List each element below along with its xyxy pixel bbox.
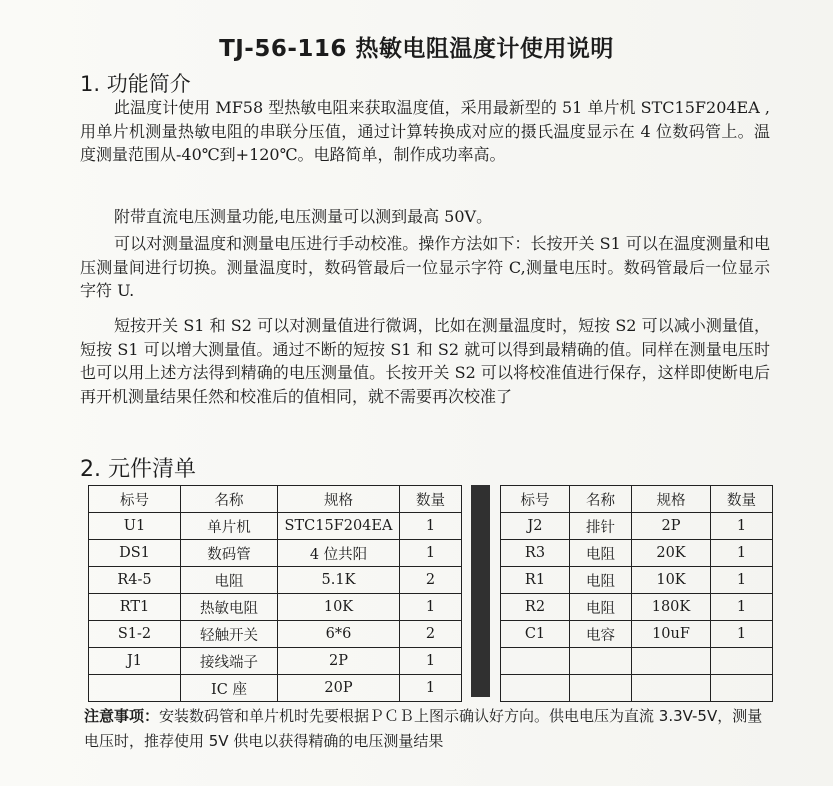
cell-name: 电阻 [181, 567, 278, 594]
cell-ref [89, 675, 181, 702]
cell-ref: S1-2 [89, 621, 181, 648]
cell-qty: 1 [400, 513, 462, 540]
cell-qty [711, 648, 773, 675]
table-row [89, 648, 462, 675]
cell-name: 电容 [570, 621, 632, 648]
cell-spec: 20K [632, 540, 711, 567]
calibration-paragraph: 可以对测量温度和测量电压进行手动校准。操作方法如下：长按开关 S1 可以在温度测量和电压测量间进行切换。测量温度时，数码管最后一位显示字符 C,测量电压时。数码管最后一位显示字符 U. [80, 234, 770, 301]
cell-ref: J2 [501, 513, 570, 540]
table-row [501, 594, 773, 621]
header-spec: 规格 [632, 486, 711, 513]
header-spec: 规格 [278, 486, 400, 513]
cell-ref: R4-5 [89, 567, 181, 594]
parts-table-left [88, 485, 462, 702]
cell-ref [501, 648, 570, 675]
table-header-row [501, 486, 773, 513]
cell-ref: R2 [501, 594, 570, 621]
cell-spec: STC15F204EA [278, 513, 400, 540]
cell-spec [632, 675, 711, 702]
header-qty: 数量 [400, 486, 462, 513]
cell-qty: 1 [711, 567, 773, 594]
cell-name: 电阻 [570, 594, 632, 621]
cell-name: 单片机 [181, 513, 278, 540]
cell-name: IC 座 [181, 675, 278, 702]
header-qty: 数量 [711, 486, 773, 513]
cell-name: 接线端子 [181, 648, 278, 675]
cell-name: 电阻 [570, 567, 632, 594]
cell-spec [632, 648, 711, 675]
table-row [501, 621, 773, 648]
table-row [89, 540, 462, 567]
cell-name: 数码管 [181, 540, 278, 567]
cell-qty: 1 [400, 648, 462, 675]
cell-qty: 1 [400, 675, 462, 702]
notes [84, 704, 764, 754]
cell-spec: 180K [632, 594, 711, 621]
cell-ref [501, 675, 570, 702]
adjust-paragraph: 短按开关 S1 和 S2 可以对测量值进行微调，比如在测量温度时，短按 S2 可以减小测量值，短按 S1 可以增大测量值。通过不断的短按 S1 和 S2 就可以得到最精确的值。同样在测量电压时也可以用上述方法得到精确的电压测量值。长按开关 S2 可以将校准值进行保存，这样即使断电后再开机测量结果任然和校准后的值相同，就不需要再次校准了 [80, 316, 770, 406]
cell-spec: 2P [278, 648, 400, 675]
notes-text: 安装数码管和单片机时先要根据ＰＣＢ上图示确认好方向。供电电压为直流 3.3V-5V，测量电压时，推荐使用 5V 供电以获得精确的电压测量结果 [84, 707, 763, 750]
cell-qty: 1 [711, 513, 773, 540]
table-row [501, 540, 773, 567]
table-row [501, 675, 773, 702]
table-row [89, 567, 462, 594]
header-ref: 标号 [501, 486, 570, 513]
section1-heading: 1. 功能简介 [80, 72, 191, 96]
table-row [89, 675, 462, 702]
cell-ref: DS1 [89, 540, 181, 567]
cell-spec: 2P [632, 513, 711, 540]
header-ref: 标号 [89, 486, 181, 513]
table-header-row [89, 486, 462, 513]
cell-qty: 1 [711, 594, 773, 621]
cell-qty: 2 [400, 567, 462, 594]
cell-name: 热敏电阻 [181, 594, 278, 621]
voltage-paragraph: 附带直流电压测量功能,电压测量可以测到最高 50V。 [114, 207, 493, 226]
cell-spec: 10K [632, 567, 711, 594]
cell-name: 轻触开关 [181, 621, 278, 648]
cell-ref: R3 [501, 540, 570, 567]
cell-spec: 6*6 [278, 621, 400, 648]
cell-ref: C1 [501, 621, 570, 648]
cell-spec: 20P [278, 675, 400, 702]
notes-label: 注意事项： [84, 707, 160, 725]
table-row [89, 594, 462, 621]
table-row [501, 513, 773, 540]
cell-qty: 1 [711, 621, 773, 648]
cell-spec: 4 位共阳 [278, 540, 400, 567]
parts-table-right [500, 485, 773, 702]
header-name: 名称 [570, 486, 632, 513]
cell-name [570, 648, 632, 675]
cell-qty: 1 [711, 540, 773, 567]
table-row [501, 648, 773, 675]
cell-qty: 2 [400, 621, 462, 648]
intro-paragraph: 此温度计使用 MF58 型热敏电阻来获取温度值，采用最新型的 51 单片机 STC15F204EA ,用单片机测量热敏电阻的串联分压值，通过计算转换成对应的摄氏温度显示在 4 位数码管上。温度测量范围从-40℃到+120℃。电路简单，制作成功率高。 [80, 98, 770, 165]
page-title: TJ-56-116 热敏电阻温度计使用说明 [219, 36, 614, 62]
table-row [501, 567, 773, 594]
cell-spec: 5.1K [278, 567, 400, 594]
cell-spec: 10K [278, 594, 400, 621]
cell-ref: U1 [89, 513, 181, 540]
header-name: 名称 [181, 486, 278, 513]
cell-name: 排针 [570, 513, 632, 540]
cell-qty: 1 [400, 540, 462, 567]
table-row [89, 513, 462, 540]
table-row [89, 621, 462, 648]
cell-qty [711, 675, 773, 702]
cell-ref: RT1 [89, 594, 181, 621]
cell-name: 电阻 [570, 540, 632, 567]
cell-ref: R1 [501, 567, 570, 594]
table-divider [471, 485, 490, 697]
cell-spec: 10uF [632, 621, 711, 648]
cell-qty: 1 [400, 594, 462, 621]
section2-heading: 2. 元件清单 [80, 457, 196, 482]
cell-ref: J1 [89, 648, 181, 675]
cell-name [570, 675, 632, 702]
